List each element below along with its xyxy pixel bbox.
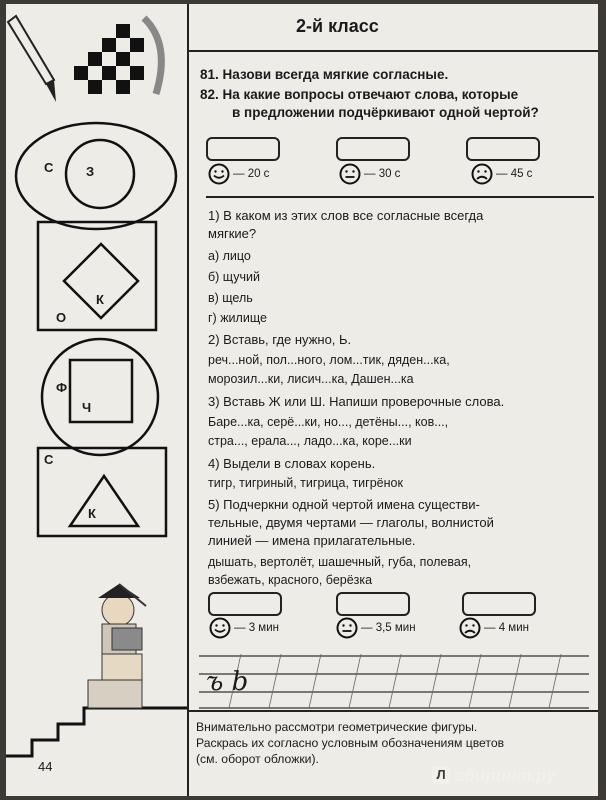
answer-box-3[interactable] <box>466 137 540 161</box>
smile-face-icon-2 <box>209 617 231 639</box>
smile-face-icon <box>208 163 230 185</box>
ex1-line1: 1) В каком из этих слов все согласные всегда <box>208 208 484 223</box>
ex2-line1: реч...ной, пол...ного, лом...тик, дяден...ка, <box>208 353 450 367</box>
label-k: К <box>96 292 104 307</box>
ex4-line1: тигр, тигриный, тигрица, тигрёнок <box>208 476 403 490</box>
student-reading-icon <box>88 584 146 708</box>
timer-top-1: — 20 с <box>233 168 270 180</box>
ex4-title: 4) Выдели в словах корень. <box>208 456 376 471</box>
pencil-icon <box>8 16 56 102</box>
staircase-icon <box>6 708 187 756</box>
checker-blocks-icon <box>74 18 161 94</box>
task-82-line2: в предложении подчёркивают одной чертой? <box>232 105 539 120</box>
footer-text <box>196 719 596 767</box>
label-k2: К <box>88 506 96 521</box>
watermark: абиринт.ру <box>455 766 556 785</box>
neutral-face-icon-2 <box>336 617 358 639</box>
section-rule <box>206 196 594 198</box>
label-f: Ф <box>56 380 68 395</box>
triangle-shape <box>70 476 138 526</box>
inner-square-shape <box>70 360 132 422</box>
sad-face-icon <box>471 163 493 185</box>
answer-box-2[interactable] <box>336 137 410 161</box>
footer-line3: (см. оборот обложки). <box>196 752 319 766</box>
timer-bottom-1: — 3 мин <box>234 622 279 634</box>
header-rule <box>189 50 598 52</box>
ex5-words2: взбежать, красного, берёзка <box>208 573 373 587</box>
answer-box-5[interactable] <box>336 592 410 616</box>
task-82-line1: 82. На какие вопросы отвечают слова, которые <box>200 87 519 102</box>
label-z: З <box>86 164 95 179</box>
label-ch: Ч <box>82 400 92 415</box>
ex1-line2: мягкие? <box>208 226 257 241</box>
rectangle-shape <box>38 448 166 536</box>
neutral-face-icon <box>339 163 361 185</box>
footer-line1: Внимательно рассмотри геометрические фигуры. <box>196 720 478 734</box>
ellipse-shape <box>16 123 176 229</box>
timer-top-2: — 30 с <box>364 168 401 180</box>
answer-box-4[interactable] <box>208 592 282 616</box>
ex1-option-a: а) лицо <box>208 249 251 263</box>
handwriting-sample: ъ b <box>206 667 249 697</box>
ex2-title: 2) Вставь, где нужно, Ь. <box>208 332 352 347</box>
ex5-words1: дышать, вертолёт, шашечный, губа, полевая, <box>208 555 472 569</box>
task-81: 81. Назови всегда мягкие согласные. <box>200 67 449 82</box>
page-number: 44 <box>38 759 53 774</box>
ex1-option-d: г) жилище <box>208 311 267 325</box>
ex3-line2: стра..., ерала..., ладо...ка, коре...ки <box>208 434 412 448</box>
ex3-title: 3) Вставь Ж или Ш. Напиши проверочные слова. <box>208 394 505 409</box>
page-title: 2-й класс <box>296 16 379 36</box>
timer-top-3: — 45 с <box>496 168 533 180</box>
workbook-page <box>6 4 598 796</box>
ex5-line2: тельные, двумя чертами — глаголы, волнистой <box>208 515 494 530</box>
label-c2: С <box>44 452 54 467</box>
ex5-line3: линией — имена прилагательные. <box>208 533 416 548</box>
watermark-logo: Л <box>432 766 450 784</box>
left-illustrations <box>6 4 187 796</box>
timer-bottom-3: — 4 мин <box>484 622 529 634</box>
answer-box-6[interactable] <box>462 592 536 616</box>
label-o: О <box>56 310 67 325</box>
ex5-line1: 5) Подчеркни одной чертой имена существи- <box>208 497 480 512</box>
sad-face-icon-2 <box>459 617 481 639</box>
footer-rule <box>189 710 598 712</box>
ex1-option-b: б) щучий <box>208 270 260 284</box>
footer-line2: Раскрась их согласно условным обозначениям цветов <box>196 736 505 750</box>
ex1-option-c: в) щель <box>208 291 253 305</box>
inner-circle-shape <box>66 140 134 208</box>
ex3-line1: Баре...ка, серё...ки, но..., детёны..., ков..., <box>208 415 449 429</box>
timer-bottom-2: — 3,5 мин <box>361 622 416 634</box>
answer-box-1[interactable] <box>206 137 280 161</box>
big-circle-shape <box>42 339 158 455</box>
label-c: С <box>44 160 54 175</box>
ex2-line2: морозил...ки, лисич...ка, Дашен...ка <box>208 372 414 386</box>
handwriting-lines <box>189 644 598 710</box>
